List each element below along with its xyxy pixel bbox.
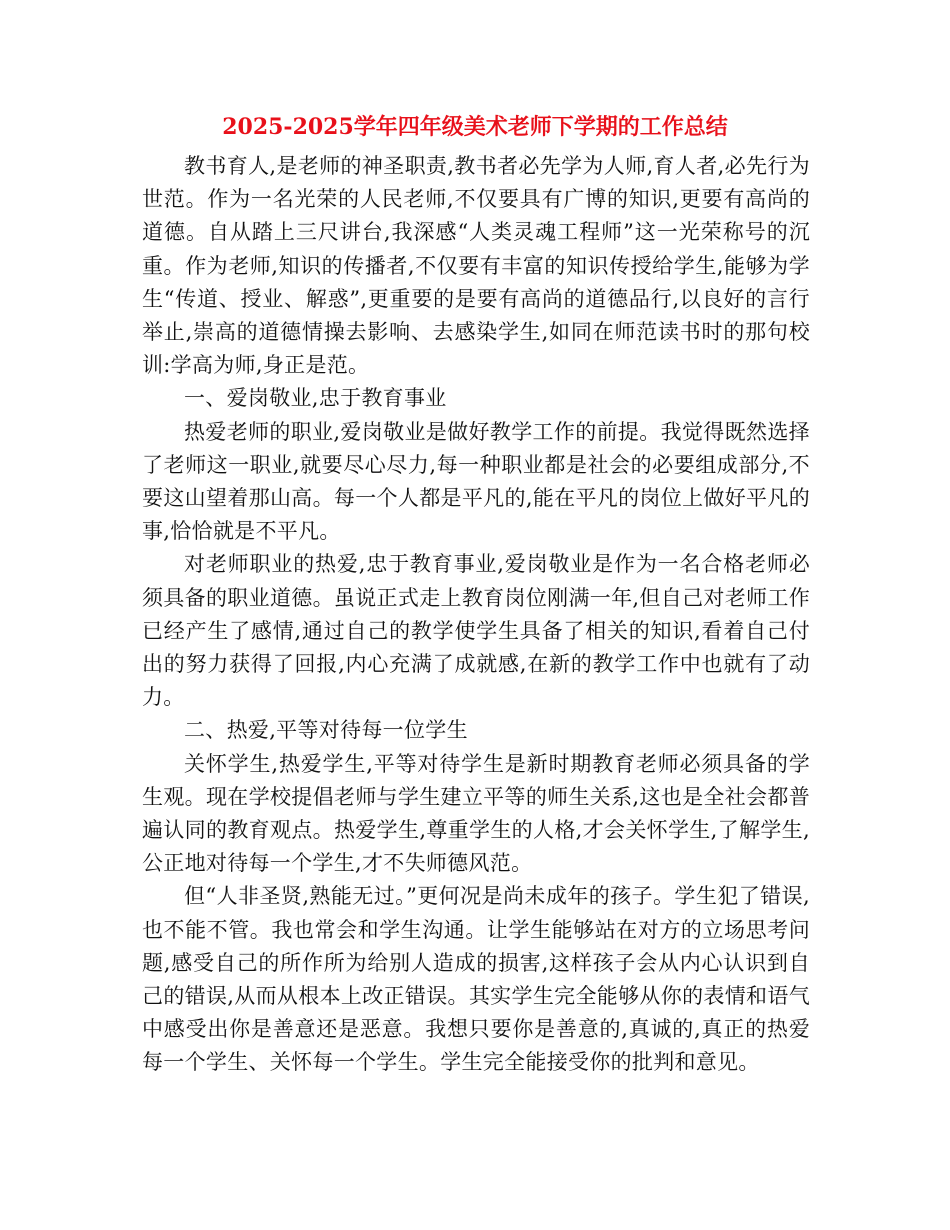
paragraph: 对老师职业的热爱,忠于教育事业,爱岗敬业是作为一名合格老师必须具备的职业道德。虽说正式走上教育岗位刚满一年,但自己对老师工作已经产生了感情,通过自己的教学使学生具备了相关的知识,看着自己付出的努力获得了回报,内心充满了成就感,在新的教学工作中也就有了动力。 (142, 552, 810, 710)
section-heading-2: 二、热爱,平等对待每一位学生 (184, 718, 468, 743)
document-body (142, 150, 810, 1080)
document-title: 2025-2025学年四年级美术老师下学期的工作总结 (222, 114, 728, 140)
paragraph: 但“人非圣贤,熟能无过。”更何况是尚未成年的孩子。学生犯了错误,也不能不管。我也常会和学生沟通。让学生能够站在对方的立场思考问题,感受自己的所作所为给别人造成的损害,这样孩子会从内心认识到自己的错误,从而从根本上改正错误。其实学生完全能够从你的表情和语气中感受出你是善意还是恶意。我想只要你是善意的,真诚的,真正的热爱每一个学生、关怀每一个学生。学生完全能接受你的批判和意见。 (142, 884, 810, 1075)
section-heading-1: 一、爱岗敬业,忠于教育事业 (184, 386, 447, 411)
paragraph: 热爱老师的职业,爱岗敬业是做好教学工作的前提。我觉得既然选择了老师这一职业,就要尽心尽力,每一种职业都是社会的必要组成部分,不要这山望着那山高。每一个人都是平凡的,能在平凡的岗位上做好平凡的事,恰恰就是不平凡。 (142, 419, 810, 544)
paragraph-intro: 教书育人,是老师的神圣职责,教书者必先学为人师,育人者,必先行为世范。作为一名光荣的人民老师,不仅要具有广博的知识,更要有高尚的道德。自从踏上三尺讲台,我深感“人类灵魂工程师”这一光荣称号的沉重。作为老师,知识的传播者,不仅要有丰富的知识传授给学生,能够为学生“传道、授业、解惑”,更重要的是要有高尚的道德品行,以良好的言行举止,崇高的道德情操去影响、去感染学生,如同在师范读书时的那句校训:学高为师,身正是范。 (142, 154, 810, 378)
paragraph: 关怀学生,热爱学生,平等对待学生是新时期教育老师必须具备的学生观。现在学校提倡老师与学生建立平等的师生关系,这也是全社会都普遍认同的教育观点。热爱学生,尊重学生的人格,才会关怀学生,了解学生,公正地对待每一个学生,才不失师德风范。 (142, 751, 810, 876)
